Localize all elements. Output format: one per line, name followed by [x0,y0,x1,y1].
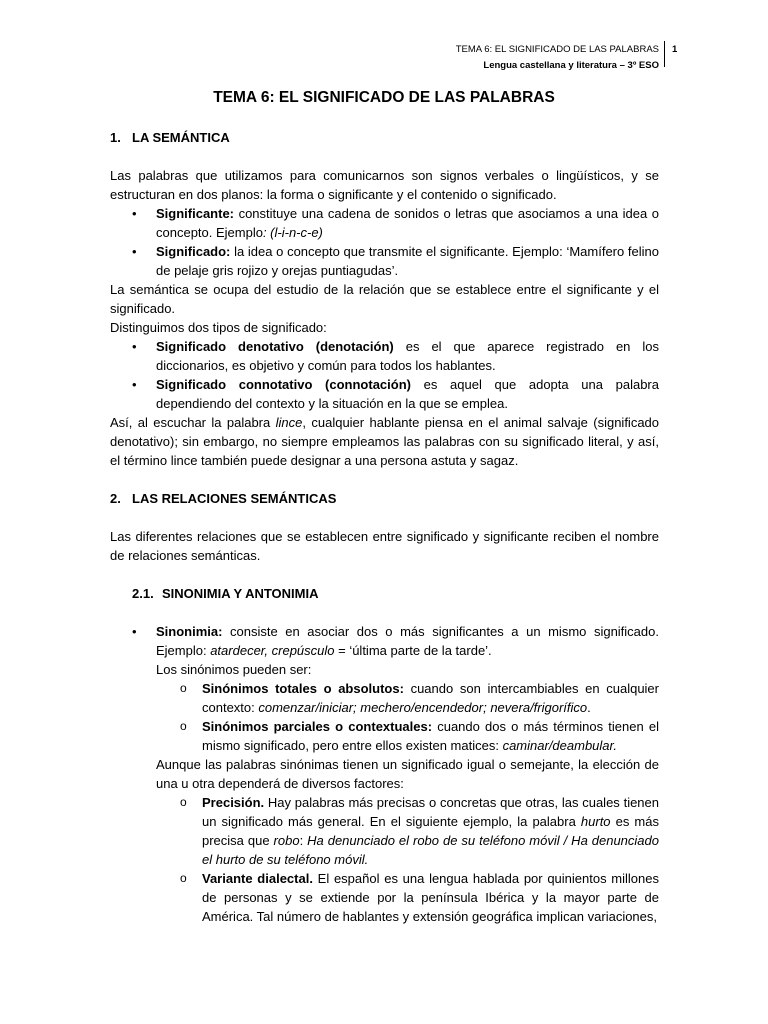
sub-list [110,679,659,755]
term: Significado: [156,244,231,259]
term: Significado denotativo (denotación) [156,339,394,354]
paragraph: Aunque las palabras sinónimas tienen un significado igual o semejante, la elección de una u otra dependerá de diversos factores: [156,757,659,791]
header-title: TEMA 6: EL SIGNIFICADO DE LAS PALABRAS [455,44,659,55]
section-2-title: LAS RELACIONES SEMÁNTICAS [132,491,337,506]
document-body [110,128,659,926]
header-subject: Lengua castellana y literatura – 3º ESO [483,60,659,71]
term: Significado connotativo (connotación) [156,377,411,392]
page-number: 1 [672,44,678,55]
list-item: • Significado denotativo (denotación) es el que aparece registrado en los diccionarios, es objetivo y común para todos los hablantes. [110,337,659,375]
paragraph: Así, al escuchar la palabra lince, cualquier hablante piensa en el animal salvaje (significado denotativo); sin embargo, no siempre empleamos las palabras con su significado literal, y así, el término lince también puede designar a una persona astuta y sagaz. [110,415,660,468]
section-1-title: LA SEMÁNTICA [132,130,230,145]
paragraph: Las palabras que utilizamos para comunicarnos son signos verbales o lingüísticos, y se estructuran en dos planos: la forma o significante y el contenido o significado. [110,168,659,202]
sub-list-item: o Variante dialectal. El español es una lengua hablada por quinientos millones de personas y se extiende por la península Ibérica y la mayor parte de América. Tal número de hablantes y extensión geográfica implican variaciones, [110,869,659,926]
paragraph: Los sinónimos pueden ser: [156,662,312,677]
header-divider [664,41,665,67]
running-header [456,42,659,74]
term: Precisión. [202,795,265,810]
bullet-list [110,622,659,660]
page-title: TEMA 6: EL SIGNIFICADO DE LAS PALABRAS [213,89,555,106]
subsection-2-1-heading [132,584,659,603]
term: Variante dialectal. [202,871,313,886]
term: Sinonimia: [156,624,223,639]
term: Significante: [156,206,235,221]
subsection-title: SINONIMIA Y ANTONIMIA [162,586,319,601]
paragraph: La semántica se ocupa del estudio de la relación que se establece entre el significante y el significado. [110,282,659,316]
term: Sinónimos parciales o contextuales: [202,719,433,734]
paragraph: Distinguimos dos tipos de significado: [110,320,327,335]
list-item: • Significado: la idea o concepto que transmite el significante. Ejemplo: ‘Mamífero felino de pelaje gris rojizo y orejas puntiagudas’. [110,242,659,280]
list-item: • Significante: constituye una cadena de sonidos o letras que asociamos a una idea o concepto. Ejemplo: (l-i-n-c-e) [110,204,659,242]
list-item: • Significado connotativo (connotación) es aquel que adopta una palabra dependiendo del contexto y la situación en la que se emplea. [110,375,659,413]
section-1-heading [110,128,659,147]
paragraph: Las diferentes relaciones que se establecen entre significado y significante reciben el nombre de relaciones semánticas. [110,529,659,563]
sub-list-item: o Precisión. Hay palabras más precisas o concretas que otras, las cuales tienen un significado más general. En el siguiente ejemplo, la palabra hurto es más precisa que robo: Ha denunciado el robo de su teléfono móvil / Ha denunciado el hurto de su teléfono móvil. [110,793,659,869]
list-item: • Sinonimia: consiste en asociar dos o más significantes a un mismo significado. Ejemplo: atardecer, crepúsculo = ‘última parte de la tarde’. [110,622,659,660]
section-1-number: 1. [110,130,121,145]
bullet-list [110,337,659,413]
sub-list [110,793,659,926]
sub-list-item: o Sinónimos parciales o contextuales: cuando dos o más términos tienen el mismo significado, pero entre ellos existen matices: caminar/deambular. [110,717,659,755]
term: Sinónimos totales o absolutos: [202,681,404,696]
bullet-list [110,204,659,280]
subsection-number: 2.1. [132,586,154,601]
section-2-number: 2. [110,491,121,506]
section-2-heading [110,489,659,508]
sub-list-item: o Sinónimos totales o absolutos: cuando son intercambiables en cualquier contexto: comenzar/iniciar; mechero/encendedor; nevera/frigorífico. [110,679,659,717]
